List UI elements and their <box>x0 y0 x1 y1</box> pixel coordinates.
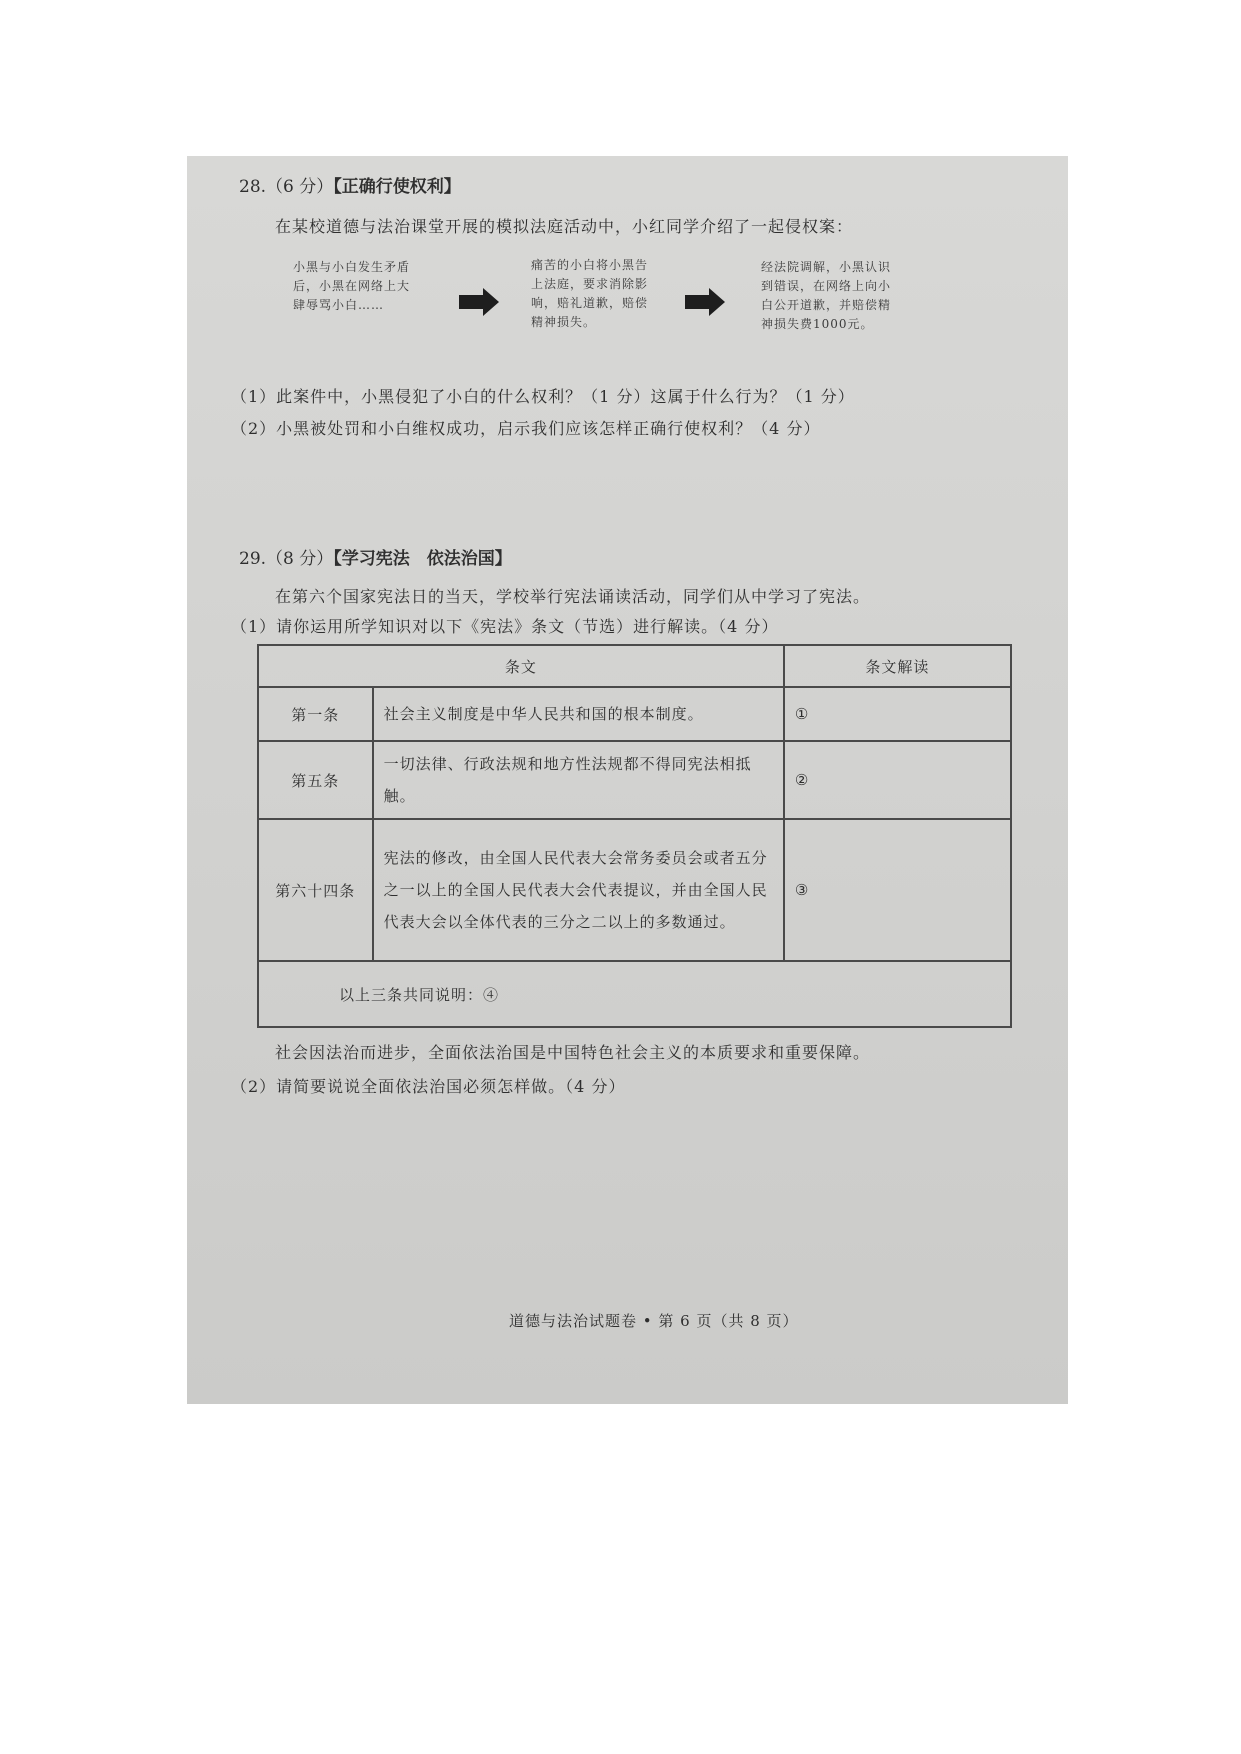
q29-topic: 【学习宪法 依法治国】 <box>333 549 512 569</box>
constitution-table <box>257 644 1012 1028</box>
q29-score: （8 分） <box>266 549 334 569</box>
page-footer: 道德与法治试题卷 • 第 6 页（共 8 页） <box>509 1312 799 1330</box>
table-row <box>258 687 1011 741</box>
article-name: 第五条 <box>258 741 373 819</box>
table-summary-row <box>258 961 1011 1027</box>
article-text: 一切法律、行政法规和地方性法规都不得同宪法相抵触。 <box>373 741 784 819</box>
reading-blank: ② <box>784 741 1011 819</box>
q28-topic: 【正确行使权利】 <box>333 177 461 197</box>
flow-step-3: 经法院调解，小黑认识到错误，在网络上向小白公开道歉，并赔偿精神损失费1000元。 <box>761 260 892 331</box>
article-name: 第六十四条 <box>258 819 373 961</box>
q28-score: （6 分） <box>266 177 334 197</box>
q29-title <box>239 544 512 569</box>
q28-number: 28. <box>239 177 267 197</box>
header-article: 条文 <box>258 645 784 687</box>
q28-intro: 在某校道德与法治课堂开展的模拟法庭活动中，小红同学介绍了一起侵权案： <box>275 217 854 236</box>
exam-page <box>187 156 1068 1404</box>
arrow-right-icon <box>459 288 499 316</box>
q28-subquestion-1: （1）此案件中，小黑侵犯了小白的什么权利？（1 分）这属于什么行为？（1 分） <box>231 387 855 406</box>
reading-blank: ③ <box>784 819 1011 961</box>
q29-statement: 社会因法治而进步，全面依法治国是中国特色社会主义的本质要求和重要保障。 <box>275 1043 871 1062</box>
q29-number: 29. <box>239 549 267 569</box>
table-summary: 以上三条共同说明：④ <box>258 961 1011 1027</box>
q29-subquestion-2: （2）请简要说说全面依法治国必须怎样做。（4 分） <box>231 1077 626 1096</box>
flow-step-1: 小黑与小白发生矛盾后，小黑在网络上大肆辱骂小白…… <box>293 260 411 312</box>
article-name: 第一条 <box>258 687 373 741</box>
q29-intro: 在第六个国家宪法日的当天，学校举行宪法诵读活动，同学们从中学习了宪法。 <box>275 587 871 606</box>
q28-title <box>239 172 461 197</box>
article-text: 宪法的修改，由全国人民代表大会常务委员会或者五分之一以上的全国人民代表大会代表提议，并由全国人民代表大会以全体代表的三分之二以上的多数通过。 <box>373 819 784 961</box>
reading-blank: ① <box>784 687 1011 741</box>
header-reading: 条文解读 <box>784 645 1011 687</box>
q28-subquestion-2: （2）小黑被处罚和小白维权成功，启示我们应该怎样正确行使权利？（4 分） <box>231 419 821 438</box>
table-row <box>258 741 1011 819</box>
arrow-right-icon <box>685 288 725 316</box>
table-row <box>258 819 1011 961</box>
flow-step-2: 痛苦的小白将小黑告上法庭，要求消除影响，赔礼道歉，赔偿精神损失。 <box>531 258 649 329</box>
table-header-row <box>258 645 1011 687</box>
article-text: 社会主义制度是中华人民共和国的根本制度。 <box>373 687 784 741</box>
q29-subquestion-1: （1）请你运用所学知识对以下《宪法》条文（节选）进行解读。（4 分） <box>231 617 779 636</box>
